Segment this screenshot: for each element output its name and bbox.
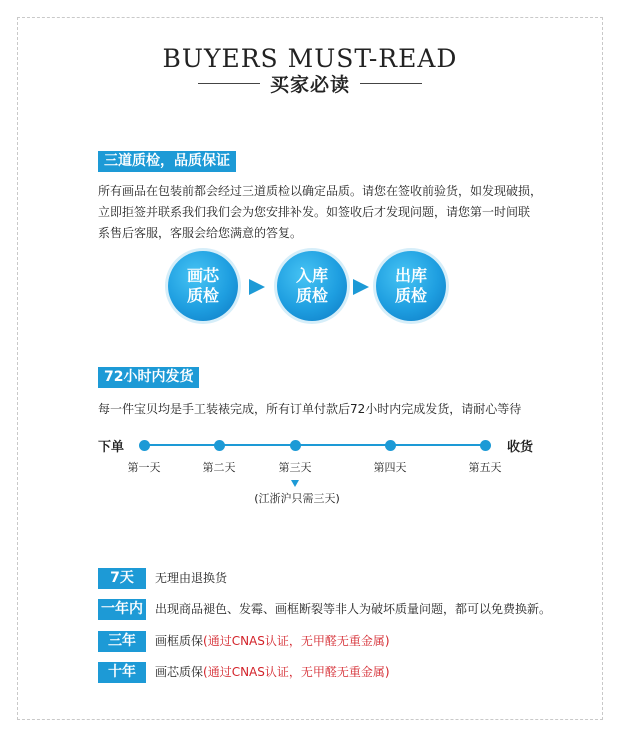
step-label-bottom: 质检	[295, 286, 328, 305]
quality-line-3: 系售后客服，客服会给您满意的答复。	[98, 226, 303, 240]
guarantee-highlight: (通过CNAS认证，无甲醛无重金属)	[203, 665, 390, 679]
guarantee-text-1year	[155, 599, 551, 620]
guarantee-badge-3years: 三年	[98, 631, 146, 652]
timeline-day-label: 第一天	[127, 461, 161, 474]
guarantee-main: 画芯质保	[155, 665, 204, 679]
guarantee-text-7days	[155, 568, 227, 589]
guarantee-text-3years	[155, 631, 390, 652]
step-core-check	[168, 251, 238, 321]
step-label-top: 入库	[295, 266, 328, 285]
timeline-dot	[385, 440, 396, 451]
down-triangle-icon	[291, 480, 299, 487]
quality-check-badge: 三道质检，品质保证	[98, 151, 236, 172]
guarantee-main: 无理由退换货	[155, 571, 228, 585]
quality-line-1: 所有画品在包装前都会经过三道质检以确定品质。请您在签收前验货，如发现破损，	[98, 184, 543, 198]
shipping-badge: 72小时内发货	[98, 367, 199, 388]
step-stock-out-check	[376, 251, 446, 321]
timeline-day-label: 第四天	[373, 461, 407, 474]
guarantee-badge-7days: 7天	[98, 568, 146, 589]
timeline-end-label: 收货	[507, 440, 534, 455]
guarantee-badge-10years: 十年	[98, 662, 146, 683]
guarantee-main: 画框质保	[155, 634, 204, 648]
timeline-note: (江浙沪只需三天)	[254, 492, 340, 505]
guarantee-badge-1year: 一年内	[98, 599, 146, 620]
timeline-day-label: 第五天	[468, 461, 502, 474]
step-label-bottom: 质检	[186, 286, 219, 305]
guarantee-main: 出现商品褪色、发霉、画框断裂等非人为破坏质量问题，都可以免费换新。	[155, 602, 552, 616]
step-label-top: 画芯	[186, 266, 219, 285]
step-stock-in-check	[277, 251, 347, 321]
timeline-dot	[139, 440, 150, 451]
arrow-right-icon	[249, 279, 265, 295]
timeline-dot	[480, 440, 491, 451]
timeline-start-label: 下单	[98, 440, 125, 455]
divider-right	[360, 83, 422, 84]
timeline-line	[142, 444, 486, 446]
step-label-top: 出库	[394, 266, 427, 285]
shipping-text: 每一件宝贝均是手工装裱完成，所有订单付款后72小时内完成发货，请耐心等待	[98, 402, 522, 416]
timeline-dot	[290, 440, 301, 451]
step-label-bottom: 质检	[394, 286, 427, 305]
guarantee-text-10years	[155, 662, 390, 683]
timeline-day-label: 第二天	[202, 461, 236, 474]
page-subtitle: 买家必读	[269, 73, 350, 96]
subtitle-row	[0, 70, 620, 96]
guarantee-highlight: (通过CNAS认证，无甲醛无重金属)	[203, 634, 390, 648]
divider-left	[198, 83, 260, 84]
arrow-right-icon	[353, 279, 369, 295]
timeline-day-label: 第三天	[278, 461, 312, 474]
quality-line-2: 立即拒签并联系我们我们会为您安排补发。如签收后才发现问题，请您第一时间联	[98, 205, 531, 219]
timeline-dot	[214, 440, 225, 451]
page-title: BUYERS MUST-READ	[162, 44, 458, 73]
